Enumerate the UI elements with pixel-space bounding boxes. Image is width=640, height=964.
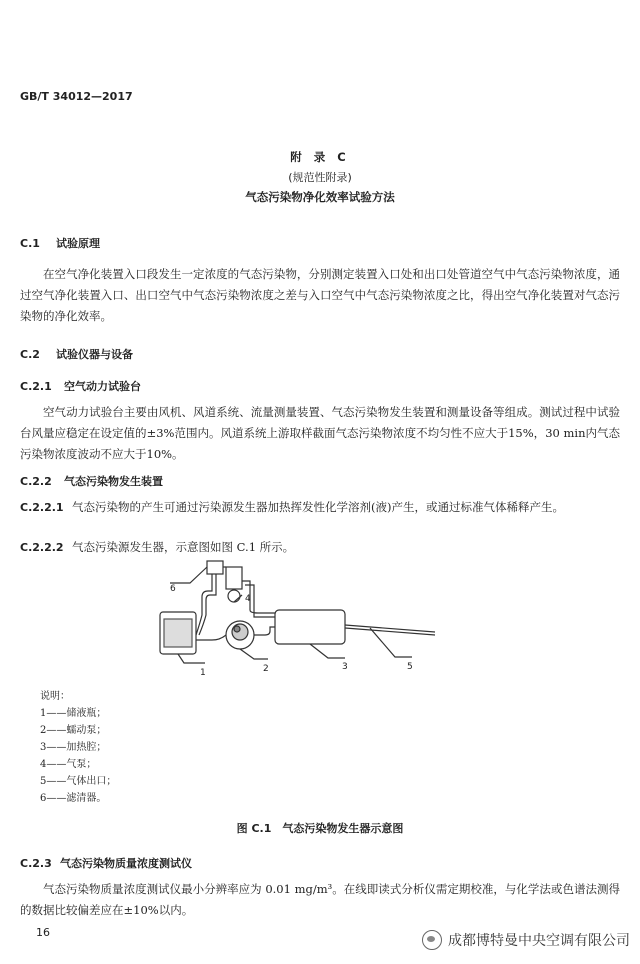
section-c23-text: 气态污染物质量浓度测试仪最小分辨率应为 0.01 mg/m³。在线即读式分析仪需定期校准，与化学法或色谱法测得的数据比较偏差应在±10%以内。	[20, 882, 620, 917]
page-number: 16	[36, 926, 50, 939]
legend-item: 1——储液瓶；	[40, 708, 107, 719]
section-c23-heading	[20, 855, 192, 871]
wechat-icon	[422, 930, 442, 950]
appendix-name: 气态污染物净化效率试验方法	[245, 190, 395, 204]
section-c2-heading	[20, 346, 133, 362]
section-title: 气态污染物质量浓度测试仪	[60, 857, 192, 870]
figure-label-1: 1	[200, 668, 206, 678]
figure-label-3: 3	[342, 662, 348, 672]
section-c21-heading	[20, 378, 141, 394]
figure-label-5: 5	[407, 662, 413, 672]
section-number: C.2.2.1	[20, 501, 64, 514]
figure-label-6: 6	[170, 584, 176, 594]
standard-number: GB/T 34012—2017	[20, 90, 133, 103]
paragraph-text: 气态污染源发生器，示意图如图 C.1 所示。	[72, 540, 295, 554]
appendix-subtitle: (规范性附录)	[288, 171, 352, 184]
section-number: C.1	[20, 237, 40, 250]
section-c1-heading	[20, 235, 100, 251]
figure-label-2: 2	[263, 664, 269, 674]
appendix-title: 附 录 C	[290, 150, 350, 164]
legend-item: 3——加热腔；	[40, 742, 107, 753]
section-title: 试验原理	[56, 237, 100, 250]
section-number: C.2.2.2	[20, 541, 64, 554]
legend-item: 5——气体出口；	[40, 776, 117, 787]
section-c221-text	[20, 497, 620, 518]
filter	[207, 561, 223, 574]
legend-title: 说明：	[40, 691, 70, 702]
legend-item: 2——蠕动泵；	[40, 725, 107, 736]
section-c1-text: 在空气净化装置入口段发生一定浓度的气态污染物，分别测定装置入口处和出口处管道空气中气态污染物浓度，通过空气净化装置入口、出口空气中气态污染物浓度之差与入口空气中气态污染物浓度之比，得出空气净化装置对气态污染物的净化效率。	[20, 267, 620, 323]
section-title: 空气动力试验台	[64, 380, 141, 393]
figure-label-4: 4	[245, 594, 251, 604]
section-c21-text: 空气动力试验台主要由风机、风道系统、流量测量装置、气态污染物发生装置和测量设备等组成。测试过程中试验台风量应稳定在设定值的±3%范围内。风道系统上游取样截面气态污染物浓度不均匀性不应大于15%，30 min内气态污染物浓度波动不应大于10%。	[20, 405, 620, 461]
figure-legend	[40, 688, 116, 807]
section-number: C.2.2	[20, 475, 52, 488]
legend-item: 4——气泵；	[40, 759, 97, 770]
figure-caption: 图 C.1 气态污染物发生器示意图	[236, 822, 404, 835]
section-number: C.2.3	[20, 857, 52, 870]
section-number: C.2.1	[20, 380, 52, 393]
section-c22-heading	[20, 473, 163, 489]
watermark-text: 成都博特曼中央空调有限公司	[448, 933, 630, 949]
watermark	[422, 930, 630, 950]
air-pump-wheel	[228, 590, 240, 602]
section-title: 气态污染物发生装置	[64, 475, 163, 488]
legend-item: 6——滤清器。	[40, 793, 107, 804]
section-title: 试验仪器与设备	[56, 348, 133, 361]
heating-chamber	[275, 610, 345, 644]
paragraph-text: 气态污染物的产生可通过污染源发生器加热挥发性化学溶剂(液)产生，或通过标准气体稀释产生。	[72, 500, 564, 514]
gas-generator-diagram	[150, 555, 440, 680]
air-pump	[226, 567, 242, 589]
section-number: C.2	[20, 348, 40, 361]
